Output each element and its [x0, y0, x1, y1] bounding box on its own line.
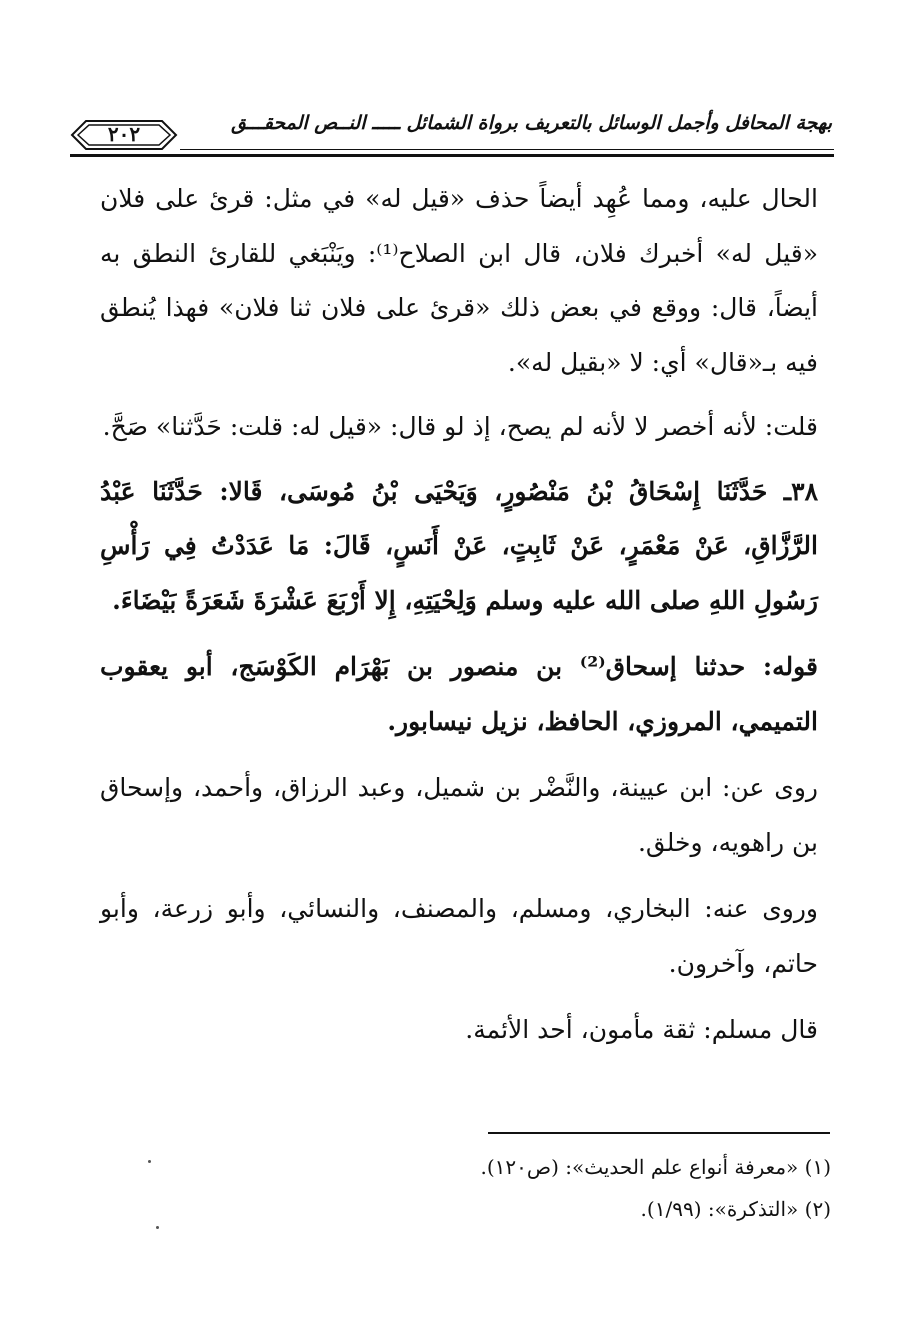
hadith-text: ٣٨ـ حَدَّثَنَا إِسْحَاقُ بْنُ مَنْصُورٍ، وَيَحْيَى بْنُ مُوسَى، قَالا: حَدَّثَنَا عَبْدُ الرَّزَّاقِ، عَنْ مَعْمَرٍ، عَنْ ثَابِتٍ، عَنْ أَنَسٍ، قَالَ: مَا عَدَدْتُ فِي رَأْسِ رَسُولِ اللهِ صلى الله عليه وسلم وَلِحْيَتِهِ، إِلا أَرْبَعَ عَشْرَةَ شَعَرَةً بَيْضَاءَ.: [100, 476, 818, 615]
paragraph-muslim-quote: قال مسلم: ثقة مأمون، أحد الأئمة.: [465, 1015, 818, 1044]
running-header: [70, 106, 832, 150]
paragraph-note: قلت: لأنه أخصر لا لأنه لم يصح، إذ لو قال: «قيل له: قلت: حَدَّثنا» صَحَّ.: [102, 412, 818, 441]
footnotes: [91, 1146, 831, 1230]
running-header-title: بهجة المحافل وأجمل الوسائل بالتعريف برواة الشمائل ـــــ النــص المحقـــق: [231, 112, 832, 134]
footnote-item: (٢) «التذكرة»: (١/٩٩).: [640, 1197, 831, 1221]
paragraph-narrator-heading: قوله: حدثنا إسحاق⁽²⁾ بن منصور بن بَهْرَام الكَوْسَج، أبو يعقوب التميمي، المروزي، الحافظ، نزيل نيسابور.: [100, 652, 818, 736]
page-number: ٢٠٢: [107, 122, 141, 146]
page-number-ornament: [70, 118, 178, 152]
scan-speck: [156, 1226, 159, 1229]
header-divider-thin: [180, 149, 834, 150]
main-text: [100, 172, 818, 1058]
footnote-item: (١) «معرفة أنواع علم الحديث»: (ص١٢٠).: [480, 1155, 831, 1179]
paragraph-commentary: الحال عليه، ومما عُهِد أيضاً حذف «قيل له» في مثل: قرئ على فلان «قيل له» أخبرك فلان، قال ابن الصلاح⁽¹⁾: ويَنْبَغي للقارئ النطق به أيضاً، قال: ووقع في بعض ذلك «قرئ على فلان ثنا فلان» فهذا يُنطق فيه بـ«قال» أي: لا «بقيل له».: [100, 184, 818, 377]
paragraph-narrated-from: روى عن: ابن عيينة، والنَّضْر بن شميل، وعبد الرزاق، وأحمد، وإسحاق بن راهويه، وخلق.: [100, 773, 818, 857]
paragraph-narrated-by: وروى عنه: البخاري، ومسلم، والمصنف، والنسائي، وأبو زرعة، وأبو حاتم، وآخرون.: [100, 894, 818, 978]
header-divider: [70, 154, 834, 157]
scan-speck: [148, 1160, 151, 1163]
footnote-divider: [488, 1132, 830, 1134]
